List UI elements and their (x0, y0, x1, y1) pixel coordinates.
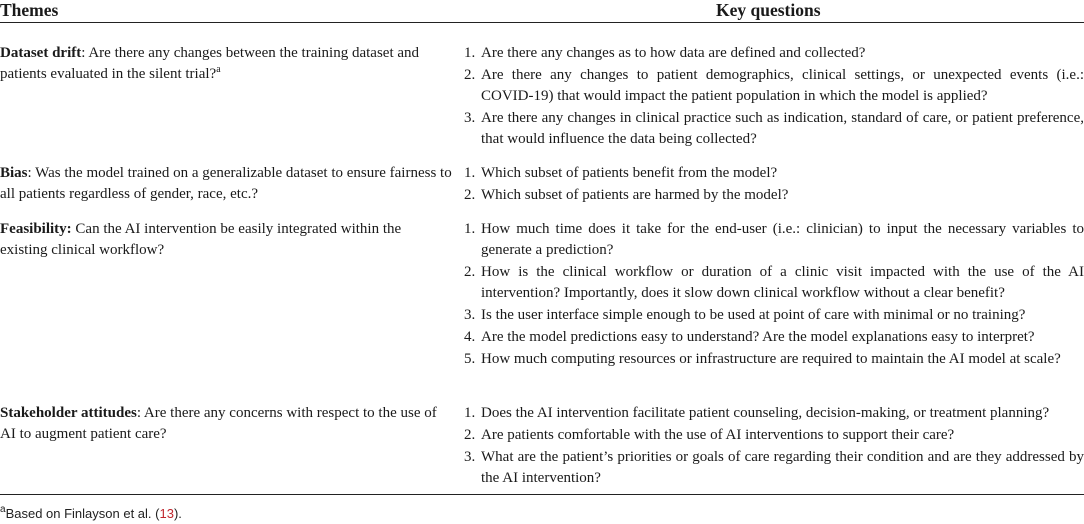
list-item: 1. Are there any changes as to how data are defined and collected? (464, 45, 866, 61)
header-themes: Themes (0, 0, 59, 20)
theme-label: Bias (0, 165, 28, 181)
theme-label: Feasibility: (0, 221, 72, 237)
list-item: 1. Does the AI intervention facilitate patient counseling, decision-making, or treatment planning? (464, 405, 1050, 421)
citation-link[interactable]: 13 (159, 506, 174, 521)
theme-label: Dataset drift (0, 45, 82, 61)
theme-feasibility: Feasibility: Can the AI intervention be easily integrated within the existing clinical workflow? (0, 221, 402, 258)
table-footnote: $^a$Based on Finlayson et al. (13). (0, 504, 182, 521)
list-item: 3. Are there any changes in clinical practice such as indication, standard of care, or patient preference, that would influence the data being collected? (464, 110, 1084, 147)
list-item: 2. Which subset of patients are harmed by the model? (464, 187, 789, 203)
theme-stakeholder-attitudes: Stakeholder attitudes: Are there any concerns with respect to the use of AI to augment patient care? (0, 405, 437, 442)
list-item: 5. How much computing resources or infrastructure are required to maintain the AI model at scale? (464, 351, 1061, 367)
questions-bias (462, 163, 1084, 206)
list-item: 2. Are patients comfortable with the use of AI interventions to support their care? (464, 427, 955, 443)
list-item: 2. How is the clinical workflow or duration of a clinic visit impacted with the use of the AI intervention? Importantly, does it slow down clinical workflow without a clear benefit? (464, 264, 1084, 301)
list-item: 4. Are the model predictions easy to understand? Are the model explanations easy to interpret? (464, 329, 1035, 345)
header-rule (0, 22, 1084, 23)
footnote-marker[interactable]: a (216, 64, 221, 75)
list-item: 3. What are the patient’s priorities or goals of care regarding their condition and are they addressed by the AI intervention? (464, 449, 1084, 486)
questions-stakeholder-attitudes (462, 403, 1084, 489)
questions-dataset-drift (462, 43, 1084, 150)
questions-feasibility (462, 219, 1084, 370)
bottom-rule (0, 494, 1084, 495)
header-key-questions: Key questions (716, 0, 821, 20)
theme-dataset-drift: Dataset drift: Are there any changes between the training dataset and patients evaluated in the silent trial?$^a$ (0, 45, 420, 82)
list-item: 1. Which subset of patients benefit from the model? (464, 165, 778, 181)
list-item: 2. Are there any changes to patient demographics, clinical settings, or unexpected events (i.e.: COVID-19) that would impact the patient population in which the model is applied? (464, 67, 1084, 104)
list-item: 3. Is the user interface simple enough to be used at point of care with minimal or no training? (464, 307, 1026, 323)
theme-label: Stakeholder attitudes (0, 405, 137, 421)
theme-bias: Bias: Was the model trained on a generalizable dataset to ensure fairness to all patients regardless of gender, race, etc.? (0, 165, 452, 202)
list-item: 1. How much time does it take for the end-user (i.e.: clinician) to input the necessary variables to generate a prediction? (464, 221, 1084, 258)
